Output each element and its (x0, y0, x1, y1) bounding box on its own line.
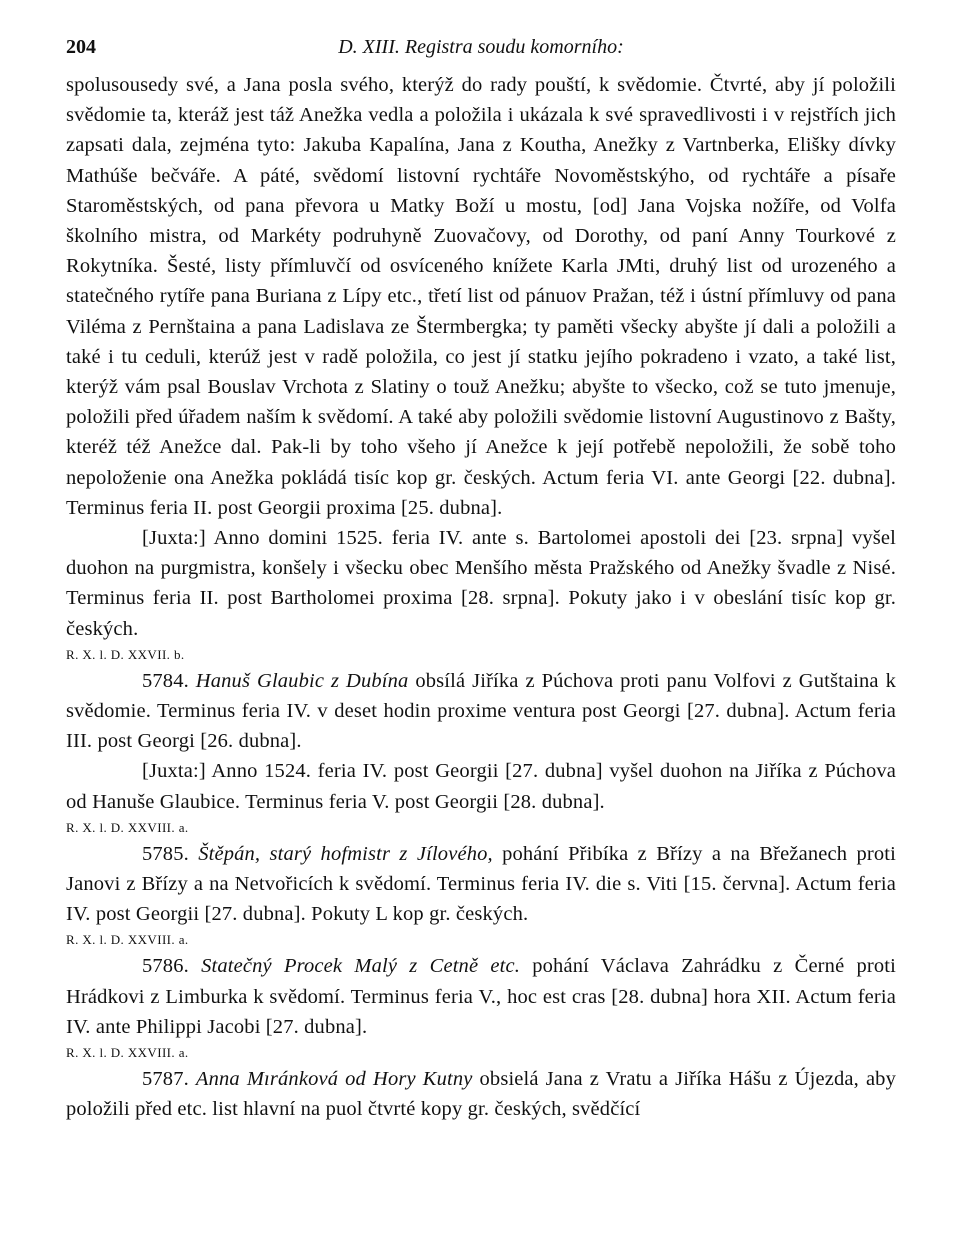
entry-text: pohání Přibíka z Břízy a na Břežanech proti Janovi z Břízy a na Netvořicích k svědomí. Terminus feria IV. die s. Viti [15. června]. Actum feria IV. post Georgii [27. dubna]. Pokuty L kop gr. českých. (66, 842, 896, 926)
entry-text: obsielá Jana z Vratu a Jiříka Hášu z Újezda, aby položili před etc. list hlavní na puol čtvrté kopy gr. českých, svědčící (66, 1068, 896, 1121)
entry-person: Štěpán, starý hofmistr z Jílového, (198, 842, 493, 865)
entry-5785 (66, 839, 896, 930)
entry-number: 5786. (142, 955, 189, 978)
entry-5786 (66, 951, 896, 1042)
entry-5787 (66, 1064, 896, 1124)
document-body (66, 70, 896, 1125)
paragraph-continuation: spolusousedy své, a Jana posla svého, kterýž do rady pouští, k svědomie. Čtvrté, aby jí položili svědomie ta, kteráž jest táž Anežka vedla a položila i ukázala k své spravedlivosti i v rejstřích jich zapsati dala, zejména tyto: Jakuba Kapalína, Jana z Koutha, Anežky z Vartnberka, Elišky dívky Mathúše bečváře. A páté, svědomí listovní rychtáře Novoměstskýho, od rychtáře a písaře Staroměstských, od pana převora u Matky Boží u mostu, [od] Jana Vojska nožíře, od Volfa školního mistra, od Markéty podruhyně Zuovačovy, od Dorothy, od paní Anny Tourkové z Rokytníka. Šesté, listy přímluvčí od osvíceného knížete Karla JMti, druhý list od urozeného a statečného rytíře pana Buriana z Lípy etc., třetí list od pánuov Pražan, též i ústní přímluvy od pana Viléma z Pernštaina a pana Ladislava ze Štermbergka; ty paměti všecky abyšte jí dali a položili a také i tu ceduli, kterúž jest v radě položila, co jest jí statku jejího pokradeno i vzato, a také list, kterýž vám psal Bouslav Vrchota z Slatiny o touž Anežku; abyšte to všecko, což se tuto jmenuje, položili před úřadem naším k svědomí. A také aby položili svědomie listovní Augustinovo z Bašty, kteréž též Anežce dal. Pak-li by toho všeho jí Anežce k její potřebě nepoložili, že sobě toho nepoloženie ona Anežka pokládá tisíc kop gr. českých. Actum feria VI. ante Georgi [22. dubna]. Terminus feria II. post Georgii proxima [25. dubna]. (66, 74, 896, 519)
entry-person: Anna Mıránková od Hory Kutny (195, 1068, 473, 1091)
archive-signature: R. X. l. D. XXVIII. a. (66, 819, 189, 835)
entry-number: 5785. (142, 842, 189, 865)
page-number: 204 (66, 36, 96, 58)
archive-signature: R. X. l. D. XXVIII. a. (66, 1045, 189, 1061)
entry-number: 5787. (142, 1068, 189, 1091)
archive-signature: R. X. l. D. XXVII. b. (66, 646, 185, 662)
entry-number: 5784. (142, 669, 189, 692)
running-title: D. XIII. Registra soudu komorního: (338, 36, 624, 58)
entry-5784 (66, 666, 896, 757)
entry-text: obsílá Jiříka z Púchova proti panu Volfovi z Gutštaina k svědomie. Terminus feria IV. v deset hodin proxime ventura post Georgi [27. dubna]. Actum feria III. post Georgi [26. dubna]. (66, 669, 896, 753)
paragraph-juxta: [Juxta:] Anno 1524. feria IV. post Georgii [27. dubna] vyšel duohon na Jiříka z Púchova od Hanuše Glaubice. Terminus feria V. post Georgii [28. dubna]. (66, 760, 896, 813)
entry-person: Hanuš Glaubic z Dubína (195, 669, 409, 692)
archive-signature: R. X. l. D. XXVIII. a. (66, 932, 189, 948)
entry-text: pohání Václava Zahrádku z Černé proti Hrádkovi z Limburka k svědomí. Terminus feria V., hoc est cras [28. dubna] hora XII. Actum feria IV. ante Philippi Jacobi [27. dubna]. (66, 955, 896, 1038)
paragraph-juxta: [Juxta:] Anno domini 1525. feria IV. ante s. Bartolomei apostoli dei [23. srpna] vyšel duohon na purgmistra, konšely i všecku obec Menšího města Pražského od Anežky švadle z Nisé. Terminus feria II. post Bartholomei proxima [28. srpna]. Pokuty jako i v obeslání tisíc kop gr. českých. (66, 527, 896, 640)
document-page (66, 36, 896, 1125)
page-header (66, 36, 896, 70)
entry-person: Statečný Procek Malý z Cetně etc. (201, 955, 521, 978)
